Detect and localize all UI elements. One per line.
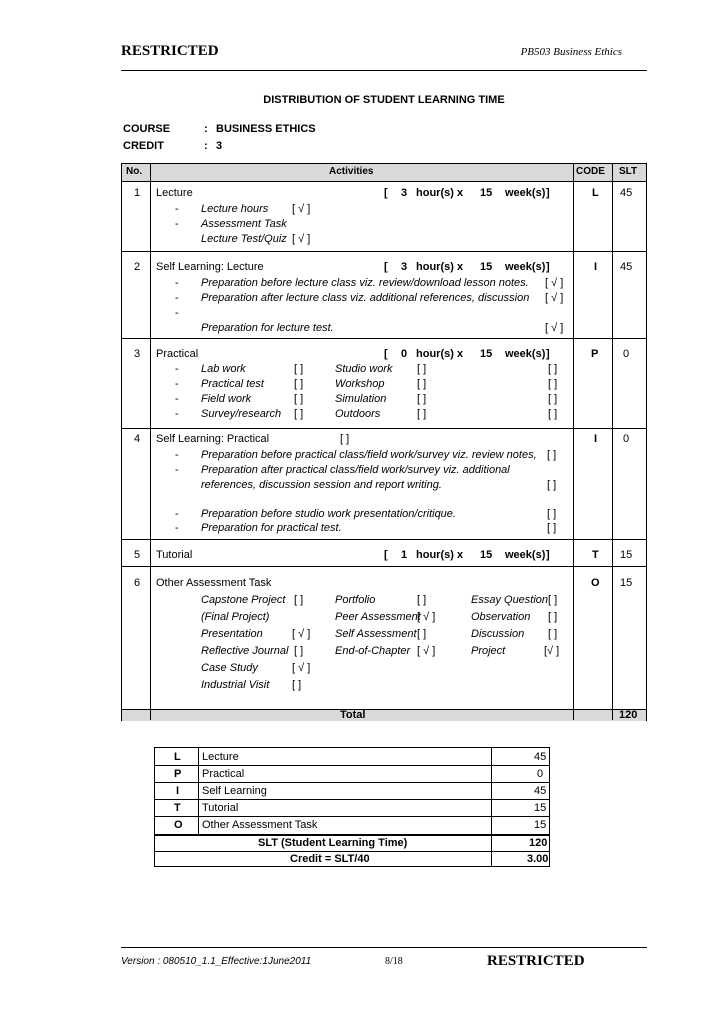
slt-table: No. Activities CODE SLT 1 Lecture [ 3 hour(s) x 15 week(s) ] L 45 - Lecture hours [ √ ] - Assessment Task Lecture Test/Quiz [ √ ] 2 Self Learning: Lecture [ 3 hour(s) x 15 week(s) ] I 45 - Preparation before lecture class viz. review/download lesson notes. [ √ ] - Preparation after lecture class viz. additional references, discussion [ √ ] - Preparation for lecture test. [ √ ] 3 Practical [ 0 hour(s) x 15 week(s) ] P 0 - Lab work [ ] Studio work [ ] [ ] - Practical test [ ] Workshop [ ] [ ] - Field work [ ] Simulation [ ] [ ] - Survey/research [ ] Outdoors [ ] [ ] 4 Self Learning: Practical [ ] I 0 - Preparation before practical class/field work/survey viz. review notes, [ ] - Preparation after practical class/field work/survey viz. additional references, discussion session and report writing. [ ] - Preparation before studio work presentation/critique. [ ] - Preparation for practical test. [ ] 5 Tutorial [ 1 hour(s) x 15 week(s) ] T 15 6 Other Assessment Task O 15 Capstone Project [ ] Portfolio [ ] Essay Question [ ] (Final Project) Peer Assessment [ √ ] Observation [ ] Presentation [ √ ] Self Assessment [ ] Discussion [ ] Reflective Journal [ ] End-of-Chapter [ √ ] Project [√ ] Case Study [ √ ] Industrial Visit [ ] Total 120 [121, 163, 647, 721]
row-slt: 45 [620, 261, 633, 273]
item-checkbox: [ ] [340, 433, 350, 445]
assessment-item: Case Study [201, 662, 258, 674]
item-text: Preparation before studio work presentation/critique. [201, 508, 456, 520]
weeks-value: 15 [480, 187, 493, 199]
assessment-item: Essay Question [471, 594, 549, 606]
summary-credit-value: 3.00 [527, 853, 549, 865]
item-checkbox: [ ] [417, 408, 427, 420]
summary-slt-value: 120 [529, 837, 548, 849]
summary-slt-label: SLT (Student Learning Time) [258, 837, 408, 849]
course-label: COURSE [123, 123, 171, 135]
practical-item: Studio work [335, 363, 393, 375]
footer-page-number: 8/18 [385, 956, 403, 967]
item-checkbox: [ √ ] [292, 203, 311, 215]
summary-code: I [176, 785, 180, 797]
practical-item: Field work [201, 393, 252, 405]
summary-value: 15 [534, 802, 547, 814]
total-value: 120 [619, 709, 638, 721]
hours-close: ] [546, 348, 550, 360]
summary-label: Practical [202, 768, 245, 780]
row-slt: 15 [620, 577, 633, 589]
total-label: Total [340, 709, 366, 721]
row-slt: 45 [620, 187, 633, 199]
header-slt: SLT [619, 166, 638, 177]
weeks-unit: week(s) [505, 261, 546, 273]
item-checkbox: [ ] [548, 363, 558, 375]
hours-open: [ [384, 261, 388, 273]
hours-value: 0 [401, 348, 408, 360]
item-checkbox: [ ] [294, 408, 304, 420]
item-checkbox: [ √ ] [292, 662, 311, 674]
practical-item: Workshop [335, 378, 385, 390]
summary-label: Other Assessment Task [202, 819, 318, 831]
header-course-code: PB503 Business Ethics [520, 46, 622, 58]
assessment-item: Presentation [201, 628, 263, 640]
header-code: CODE [576, 166, 605, 177]
row-title: Practical [156, 348, 199, 360]
weeks-unit: week(s) [505, 549, 546, 561]
hours-close: ] [546, 261, 550, 273]
credit-value: 3 [216, 140, 223, 152]
item-checkbox: [ ] [548, 628, 558, 640]
item-checkbox: [ ] [294, 378, 304, 390]
weeks-value: 15 [480, 261, 493, 273]
table-total-band [122, 709, 646, 721]
assessment-item: Portfolio [335, 594, 376, 606]
assessment-item: Self Assessment [335, 628, 417, 640]
summary-value: 0 [537, 768, 544, 780]
item-checkbox: [ ] [548, 408, 558, 420]
item-checkbox: [ √ ] [417, 611, 436, 623]
item-checkbox: [ ] [548, 393, 558, 405]
item-checkbox: [ ] [547, 449, 557, 461]
item-text: Preparation before practical class/field work/survey viz. review notes, [201, 449, 537, 461]
row-no: 6 [134, 577, 141, 589]
item-dash: - [175, 307, 179, 319]
item-checkbox: [ ] [294, 645, 304, 657]
row-title: Self Learning: Practical [156, 433, 270, 445]
summary-table [154, 747, 550, 867]
item-checkbox: [√ ] [544, 645, 560, 657]
header-no: No. [126, 166, 143, 177]
summary-credit-label: Credit = SLT/40 [290, 853, 370, 865]
assessment-item: Discussion [471, 628, 525, 640]
item-text: Preparation for lecture test. [201, 322, 334, 334]
hours-open: [ [384, 187, 388, 199]
practical-item: Outdoors [335, 408, 381, 420]
summary-value: 45 [534, 751, 547, 763]
item-checkbox: [ ] [547, 479, 557, 491]
summary-code: O [174, 819, 183, 831]
item-checkbox: [ ] [294, 393, 304, 405]
item-dash: - [175, 218, 179, 230]
row-no: 5 [134, 549, 141, 561]
row-code: I [594, 261, 598, 273]
item-dash: - [175, 522, 179, 534]
summary-value: 15 [534, 819, 547, 831]
item-checkbox: [ ] [417, 594, 427, 606]
assessment-item: Industrial Visit [201, 679, 270, 691]
row-code: I [594, 433, 598, 445]
item-checkbox: [ ] [417, 363, 427, 375]
row-title: Lecture [156, 187, 193, 199]
assessment-item: Project [471, 645, 506, 657]
row-title: Self Learning: Lecture [156, 261, 264, 273]
summary-value: 45 [534, 785, 547, 797]
hours-value: 3 [401, 261, 408, 273]
weeks-unit: week(s) [505, 187, 546, 199]
practical-item: Survey/research [201, 408, 282, 420]
item-text: Lecture Test/Quiz [201, 233, 287, 245]
course-value: BUSINESS ETHICS [216, 123, 316, 135]
item-text: Preparation before lecture class viz. review/download lesson notes. [201, 277, 529, 289]
item-checkbox: [ ] [417, 628, 427, 640]
header-divider [121, 70, 647, 71]
item-text: Lecture hours [201, 203, 269, 215]
summary-label: Tutorial [202, 802, 239, 814]
hours-value: 1 [401, 549, 408, 561]
hours-open: [ [384, 348, 388, 360]
item-checkbox: [ √ ] [292, 628, 311, 640]
header-classification: RESTRICTED [121, 43, 219, 59]
item-checkbox: [ ] [548, 378, 558, 390]
summary-code: T [174, 802, 181, 814]
credit-colon: : [204, 140, 208, 152]
item-checkbox: [ ] [417, 378, 427, 390]
assessment-item: End-of-Chapter [335, 645, 411, 657]
hours-open: [ [384, 549, 388, 561]
row-no: 2 [134, 261, 141, 273]
table-header-band [122, 164, 646, 181]
row-title: Other Assessment Task [156, 577, 272, 589]
footer-version: Version : 080510_1.1_Effective:1June2011 [121, 956, 312, 967]
hours-close: ] [546, 187, 550, 199]
item-dash: - [175, 449, 179, 461]
summary-label: Lecture [202, 751, 239, 763]
assessment-item: Capstone Project [201, 594, 286, 606]
course-colon: : [204, 123, 208, 135]
row-code: T [592, 549, 599, 561]
item-text: Preparation for practical test. [201, 522, 342, 534]
hours-unit: hour(s) x [416, 261, 464, 273]
item-checkbox: [ √ ] [292, 233, 311, 245]
hours-close: ] [546, 549, 550, 561]
item-dash: - [175, 464, 179, 476]
row-code: P [591, 348, 599, 360]
practical-item: Practical test [201, 378, 264, 390]
page-title: DISTRIBUTION OF STUDENT LEARNING TIME [263, 94, 505, 106]
item-text: Preparation after practical class/field work/survey viz. additional [201, 464, 510, 476]
weeks-value: 15 [480, 549, 493, 561]
practical-item: Simulation [335, 393, 387, 405]
hours-unit: hour(s) x [416, 187, 464, 199]
item-checkbox: [ √ ] [545, 277, 564, 289]
row-code: O [591, 577, 600, 589]
summary-code: L [174, 751, 181, 763]
item-checkbox: [ √ ] [545, 322, 564, 334]
item-checkbox: [ ] [417, 393, 427, 405]
item-checkbox: [ √ ] [545, 292, 564, 304]
item-dash: - [175, 203, 179, 215]
item-dash: - [175, 292, 179, 304]
item-checkbox: [ ] [547, 508, 557, 520]
row-title: Tutorial [156, 549, 193, 561]
item-checkbox: [ ] [294, 594, 304, 606]
row-no: 4 [134, 433, 141, 445]
item-text: Assessment Task [201, 218, 287, 230]
item-dash: - [175, 277, 179, 289]
hours-unit: hour(s) x [416, 549, 464, 561]
item-text: Preparation after lecture class viz. additional references, discussion [201, 292, 530, 304]
row-slt: 0 [623, 433, 630, 445]
header-activities: Activities [329, 166, 374, 177]
row-code: L [592, 187, 599, 199]
item-text: references, discussion session and report writing. [201, 479, 442, 491]
hours-unit: hour(s) x [416, 348, 464, 360]
summary-label: Self Learning [202, 785, 267, 797]
item-checkbox: [ √ ] [417, 645, 436, 657]
assessment-item: Observation [471, 611, 531, 623]
practical-item: Lab work [201, 363, 246, 375]
footer-divider [121, 947, 647, 948]
item-checkbox: [ ] [547, 522, 557, 534]
weeks-value: 15 [480, 348, 493, 360]
assessment-item: Peer Assessment [335, 611, 421, 623]
footer-classification: RESTRICTED [487, 953, 585, 969]
assessment-item: Reflective Journal [201, 645, 289, 657]
row-no: 1 [134, 187, 141, 199]
row-slt: 0 [623, 348, 630, 360]
credit-label: CREDIT [123, 140, 164, 152]
hours-value: 3 [401, 187, 408, 199]
row-no: 3 [134, 348, 141, 360]
weeks-unit: week(s) [505, 348, 546, 360]
item-dash: - [175, 508, 179, 520]
summary-code: P [174, 768, 182, 780]
item-checkbox: [ ] [292, 679, 302, 691]
item-checkbox: [ ] [294, 363, 304, 375]
item-checkbox: [ ] [548, 611, 558, 623]
assessment-item: (Final Project) [201, 611, 270, 623]
item-checkbox: [ ] [548, 594, 558, 606]
row-slt: 15 [620, 549, 633, 561]
